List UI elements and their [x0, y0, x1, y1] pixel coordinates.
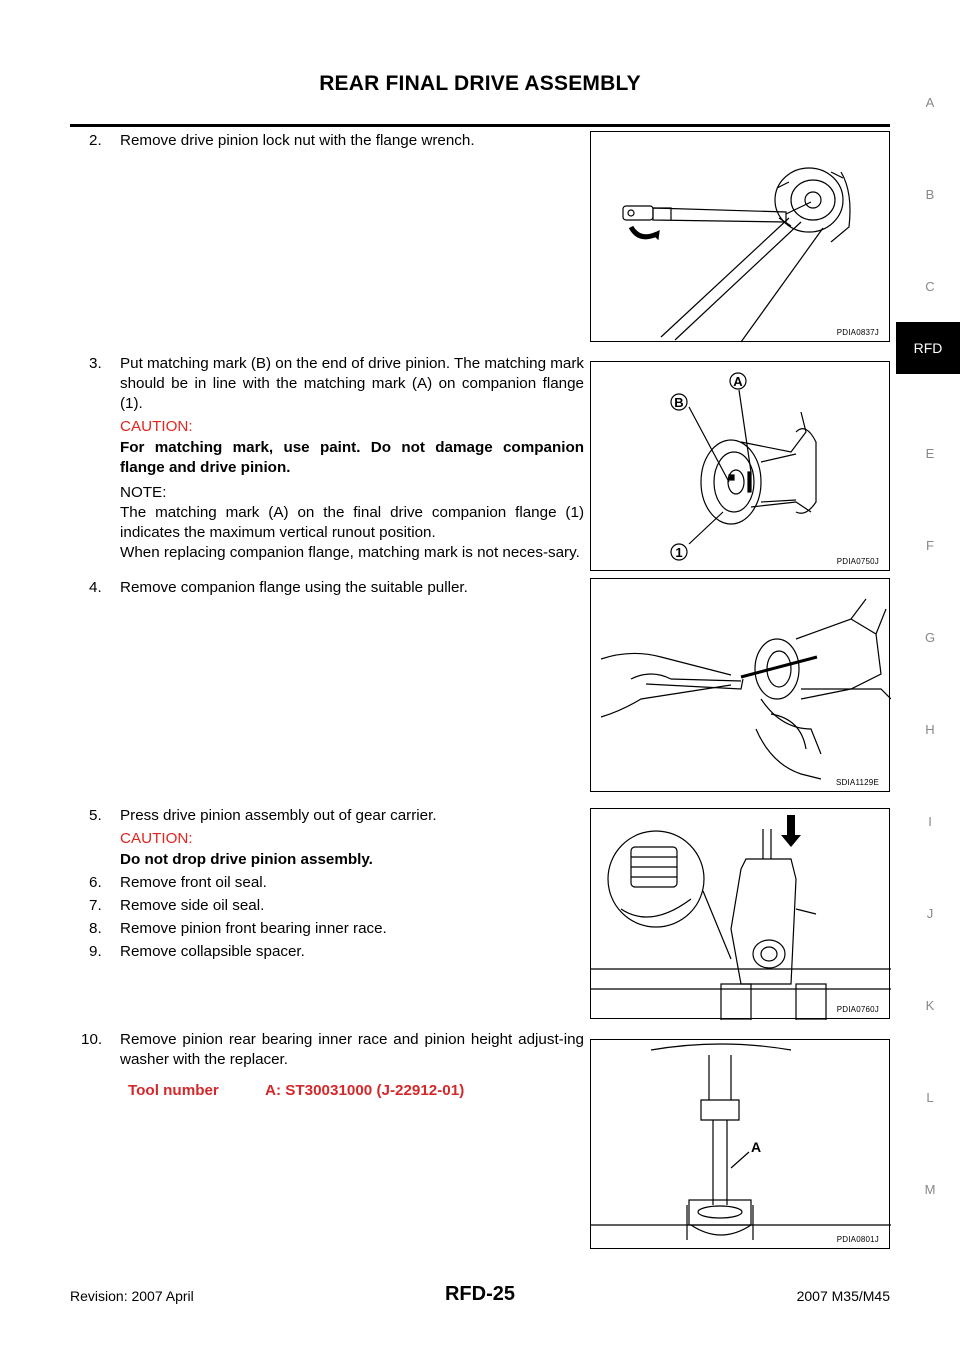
- footer-page-number: RFD-25: [444, 1283, 515, 1305]
- step-text: Remove pinion rear bearing inner race and pinion height adjust-ing washer with the replacer.: [120, 1031, 584, 1068]
- figure-code: PDIA0750J: [836, 557, 879, 566]
- caution-text: Do not drop drive pinion assembly.: [120, 851, 373, 868]
- step-text: Press drive pinion assembly out of gear carrier.: [120, 807, 437, 824]
- header-rule: [70, 124, 890, 127]
- step-text: Put matching mark (B) on the end of drive pinion. The matching mark should be in line with the matching mark (A) on companion flange (1).: [120, 355, 585, 412]
- step-4: [89, 578, 584, 598]
- step-text: Remove pinion front bearing inner race.: [120, 920, 387, 937]
- step-number: 3.: [89, 355, 102, 372]
- figure-replacer: [590, 1039, 890, 1249]
- label-1: 1: [675, 545, 683, 560]
- step-9: [89, 942, 584, 962]
- step-text: Remove front oil seal.: [120, 874, 267, 891]
- replacer-illustration: [591, 1040, 891, 1250]
- figure-code: PDIA0837J: [836, 328, 879, 337]
- side-index-g[interactable]: G: [924, 630, 936, 645]
- step-8: [89, 919, 584, 939]
- label-a: A: [733, 374, 743, 389]
- step-5: [89, 806, 584, 826]
- side-index-b[interactable]: B: [925, 187, 935, 202]
- step-text: Remove collapsible spacer.: [120, 943, 305, 960]
- tool-number-label: Tool number: [128, 1082, 219, 1099]
- step-text: Remove side oil seal.: [120, 897, 265, 914]
- flange-wrench-illustration: [591, 132, 891, 343]
- press-pinion-illustration: [591, 809, 891, 1020]
- side-index-c[interactable]: C: [925, 279, 935, 294]
- puller-illustration: [591, 579, 891, 793]
- footer-model: 2007 M35/M45: [796, 1288, 890, 1304]
- step-number: 9.: [89, 943, 102, 960]
- step-text: Remove companion flange using the suitable puller.: [120, 579, 468, 596]
- matching-marks-illustration: [591, 362, 891, 572]
- step-number: 7.: [89, 897, 102, 914]
- step-number: 6.: [89, 874, 102, 891]
- side-index-k[interactable]: K: [925, 998, 935, 1013]
- note-label: NOTE:: [120, 484, 167, 501]
- footer-revision: Revision: 2007 April: [70, 1288, 194, 1304]
- figure-code: PDIA0801J: [836, 1235, 879, 1244]
- side-index-m[interactable]: M: [924, 1182, 936, 1197]
- step-3: [89, 354, 584, 414]
- step-2: [89, 131, 584, 151]
- step-7: [89, 896, 584, 916]
- side-index-rfd-active[interactable]: RFD: [896, 322, 960, 374]
- side-index-l[interactable]: L: [926, 1090, 934, 1105]
- note-text-2: When replacing companion flange, matching mark is not neces-sary.: [120, 544, 580, 561]
- side-index-e[interactable]: E: [925, 446, 935, 461]
- figure-press-pinion: [590, 808, 890, 1019]
- step-number: 10.: [81, 1031, 103, 1048]
- press-arrow-icon: [781, 815, 801, 847]
- step-number: 4.: [89, 579, 102, 596]
- side-index-j[interactable]: J: [926, 906, 934, 921]
- figure-code: PDIA0760J: [836, 1005, 879, 1014]
- figure-flange-wrench: [590, 131, 890, 342]
- side-index-f[interactable]: F: [926, 538, 934, 553]
- step-number: 8.: [89, 920, 102, 937]
- tool-number-value: A: ST30031000 (J-22912-01): [265, 1082, 465, 1099]
- step-6: [89, 873, 584, 893]
- caution-label: CAUTION:: [120, 830, 193, 847]
- step-number: 5.: [89, 807, 102, 824]
- page-title: REAR FINAL DRIVE ASSEMBLY: [319, 72, 641, 95]
- side-index-h[interactable]: H: [925, 722, 935, 737]
- caution-text: For matching mark, use paint. Do not damage companion flange and drive pinion.: [120, 439, 584, 476]
- label-a: A: [751, 1139, 762, 1155]
- label-b: B: [674, 395, 684, 410]
- step-text: Remove drive pinion lock nut with the flange wrench.: [120, 132, 475, 149]
- figure-puller: [590, 578, 890, 792]
- caution-label: CAUTION:: [120, 418, 193, 435]
- step-10: [81, 1030, 584, 1070]
- note-text-1: The matching mark (A) on the final drive companion flange (1) indicates the maximum vertical runout position.: [120, 504, 584, 541]
- figure-matching-marks: [590, 361, 890, 571]
- figure-code: SDIA1129E: [835, 778, 879, 787]
- side-index-i[interactable]: I: [928, 814, 932, 829]
- side-index-a[interactable]: A: [925, 95, 935, 110]
- step-number: 2.: [89, 132, 102, 149]
